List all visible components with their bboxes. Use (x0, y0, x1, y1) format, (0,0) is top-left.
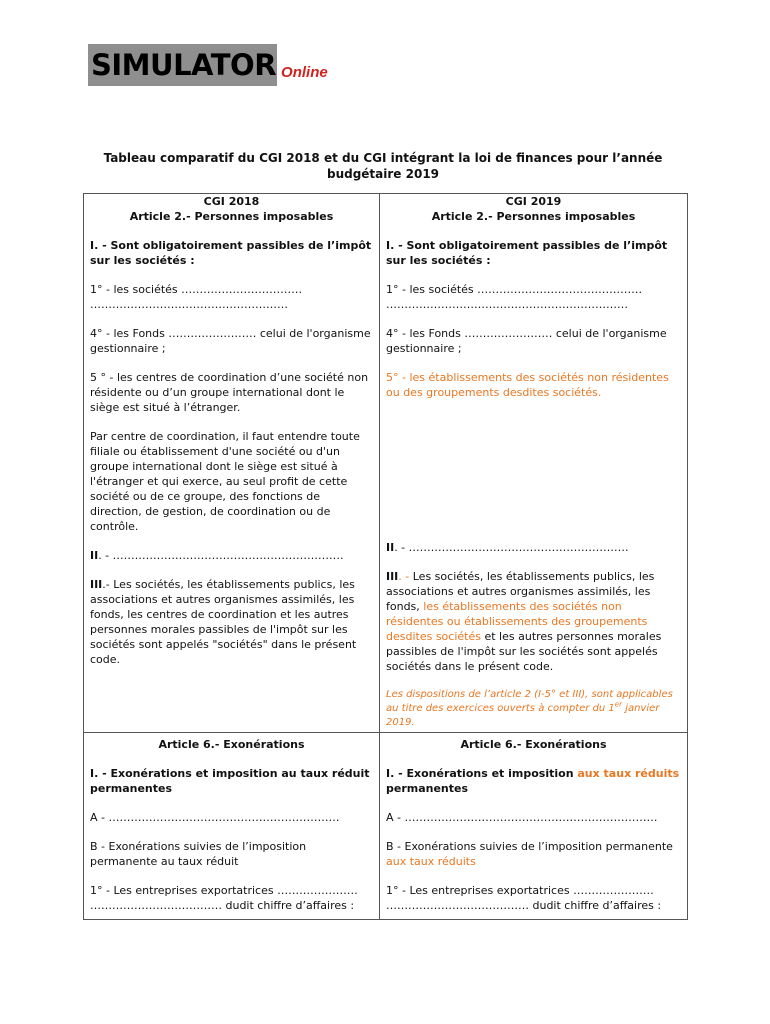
note-text-b: janvier 2019. (386, 703, 660, 728)
art2-right-iii-amended: les établissements des sociétés non résidentes ou établissements des groupements desdites sociétés (386, 600, 648, 643)
art2-left-definition: Par centre de coordination, il faut entendre toute filiale ou établissement d'une société ou d'un groupe international dont le siège est situé à l'étranger et qui exerce, au seul profit de cette société ou de ce groupe, des fonctions de direction, de gestion, de coordination ou de contrôle. (90, 430, 360, 533)
art2-right-ii-text: . - …………………………………………………… (394, 541, 629, 554)
note-superscript: er (614, 700, 622, 709)
art2-right-ii-label: II (386, 541, 395, 554)
art2-right-iii-label: III (386, 570, 399, 583)
article-6-right-cell (380, 733, 688, 920)
article-2-right-cell (380, 194, 688, 733)
art2-right-iii-p4: et les autres personnes morales passibles de l'impôt sur les sociétés sont appelés sociétés dans le présent code. (386, 630, 662, 673)
art2-left-section-iii (90, 577, 373, 667)
art2-right-section-i: I. - Sont obligatoirement passibles de l’impôt sur les sociétés : (386, 239, 668, 267)
art2-left-ii-text: . - ……………………………………………………… (98, 549, 344, 562)
table-row (84, 733, 688, 920)
article-6-heading-right: Article 6.- Exonérations (460, 738, 607, 751)
art2-right-p1a: 1° - les sociétés ……………………………………… (386, 283, 643, 296)
column-header-right: CGI 2019 (505, 195, 562, 208)
art2-right-section-iii (386, 569, 681, 674)
note-text-a: Les dispositions de l’article 2 (I-5° et III), sont applicables au titre des exercices ouverts à compter du 1 (386, 689, 673, 714)
article-2-heading-right: Article 2.- Personnes imposables (431, 210, 636, 223)
art6-left-a: A - ……………………………………………………… (90, 811, 340, 824)
art6-right-i-amended: aux taux réduits (577, 767, 680, 780)
art2-left-p4: 4° - les Fonds …………………… celui de l'organisme gestionnaire ; (90, 327, 371, 355)
logo-suffix: Online (281, 64, 328, 81)
table-row (84, 194, 688, 733)
art6-right-i-text-c: permanentes (386, 782, 469, 795)
document-title (95, 150, 671, 182)
art6-right-b-amended: aux taux réduits (386, 855, 476, 868)
art6-left-b: B - Exonérations suivies de l’imposition permanente au taux réduit (90, 840, 307, 868)
art2-right-p4: 4° - les Fonds …………………… celui de l'organisme gestionnaire ; (386, 327, 667, 355)
art2-right-iii-p2: Les sociétés, les établissements publics, les associations et autres organismes assimilés, les fonds, (386, 570, 655, 613)
comparison-table (83, 193, 688, 920)
art2-left-p5: 5 ° - les centres de coordination d’une société non résidente ou d’un groupe international dont le siège est situé à l’étranger. (90, 371, 369, 414)
logo-main: SIMULATOR (88, 44, 277, 86)
art2-left-ii-label: II (90, 549, 99, 562)
art6-right-b (386, 839, 681, 869)
art6-right-b-text: B - Exonérations suivies de l’imposition permanente (386, 840, 673, 853)
art6-right-section-i (386, 766, 681, 796)
art6-right-a: A - …………………………………………………………… (386, 811, 658, 824)
art2-left-section-ii (90, 548, 373, 563)
art6-right-e1a: 1° - Les entreprises exportatrices …………………. (386, 884, 654, 897)
art2-left-section-i: I. - Sont obligatoirement passibles de l’impôt sur les sociétés : (90, 239, 372, 267)
article-6-heading-left: Article 6.- Exonérations (158, 738, 305, 751)
art2-right-iii-p1: . - (398, 570, 413, 583)
art6-right-e1b: ………………………………… dudit chiffre d’affaires : (386, 899, 662, 912)
art6-right-i-text-a: I. - Exonérations et imposition (386, 767, 578, 780)
art6-left-e1a: 1° - Les entreprises exportatrices …………………. (90, 884, 358, 897)
art2-right-section-ii (386, 540, 681, 555)
title-line-1: Tableau comparatif du CGI 2018 et du CGI intégrant la loi de finances pour l’année (103, 151, 663, 165)
art6-left-e1b: ……………………………… dudit chiffre d’affaires : (90, 899, 355, 912)
column-header-left: CGI 2018 (203, 195, 260, 208)
art6-left-section-i: I. - Exonérations et imposition au taux réduit permanentes (90, 767, 370, 795)
art2-left-p1a: 1° - les sociétés …………………………… (90, 283, 303, 296)
art2-right-p1b: ………………………………………………………… (386, 298, 628, 311)
simulator-online-logo (88, 44, 328, 86)
article-2-left-cell (84, 194, 380, 733)
title-line-2: budgétaire 2019 (326, 167, 440, 181)
art2-left-p1b: ……………………………………………… (90, 298, 288, 311)
article-2-heading-left: Article 2.- Personnes imposables (129, 210, 334, 223)
art2-right-applicability-note (386, 688, 681, 730)
art2-left-iii-label: III (90, 578, 103, 591)
art2-left-iii-text: .- Les sociétés, les établissements publics, les associations et autres organismes assimilés, les fonds, les centres de coordination et les autres personnes morales passibles de l'impôt sur les sociétés sont appelés "sociétés" dans le présent code. (90, 578, 357, 666)
article-6-left-cell (84, 733, 380, 920)
art2-right-p5: 5° - les établissements des sociétés non résidentes ou des groupements desdites sociétés. (386, 371, 669, 399)
